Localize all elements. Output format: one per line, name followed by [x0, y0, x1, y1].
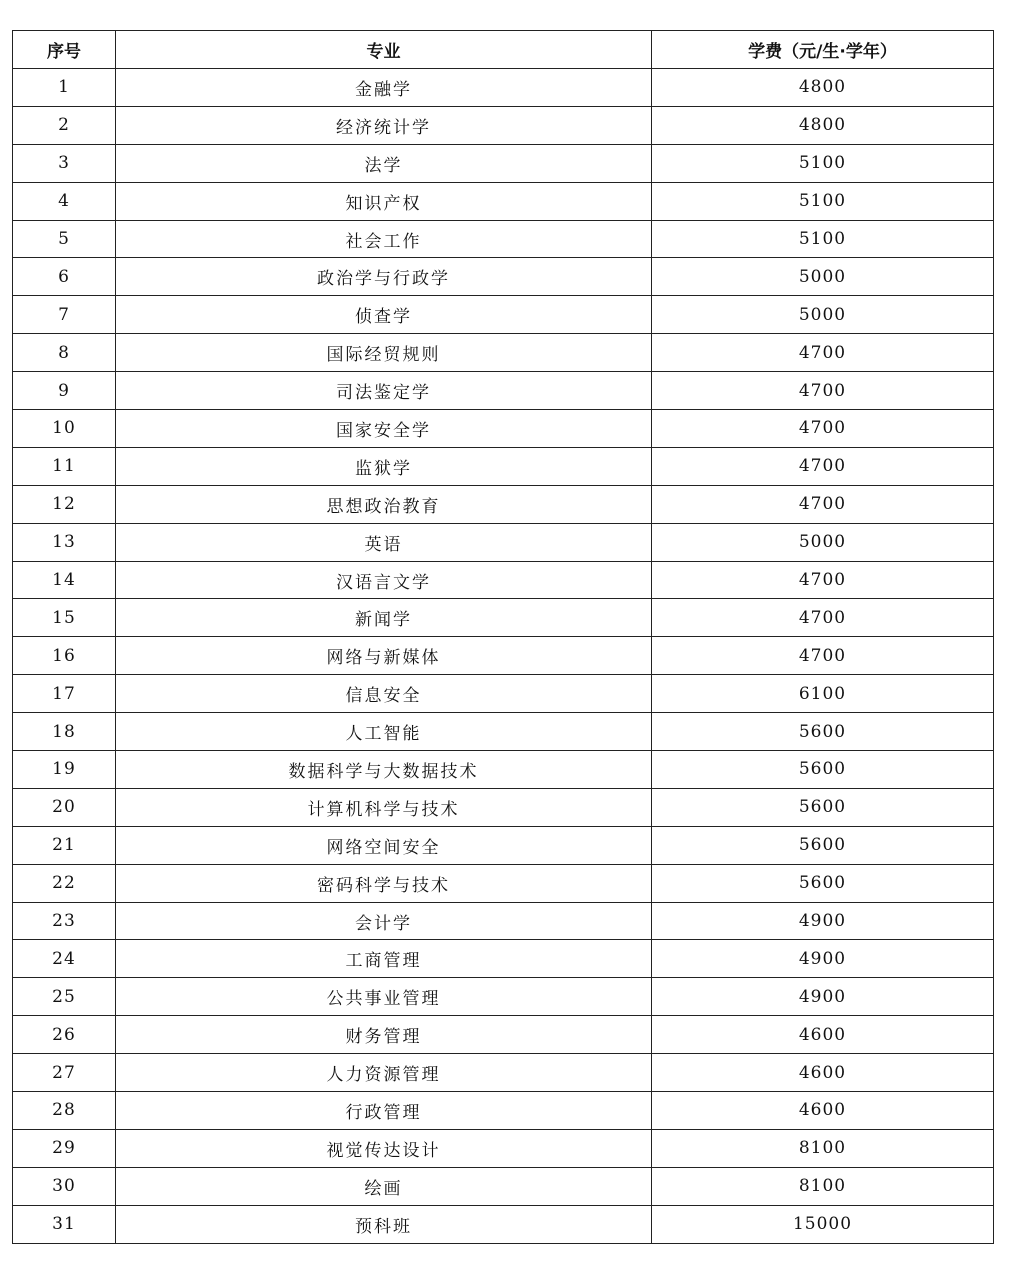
- row-fee-cell: 4900: [652, 978, 994, 1016]
- row-major-cell: 财务管理: [116, 1016, 652, 1054]
- row-major-cell: 工商管理: [116, 940, 652, 978]
- row-major-cell: 密码科学与技术: [116, 864, 652, 902]
- row-major-cell: 预科班: [116, 1205, 652, 1243]
- row-index-cell: 5: [13, 220, 116, 258]
- table-row: [13, 69, 994, 107]
- row-major-cell: 公共事业管理: [116, 978, 652, 1016]
- row-fee-cell: 4800: [652, 106, 994, 144]
- row-fee-cell: 5600: [652, 826, 994, 864]
- row-major-cell: 新闻学: [116, 599, 652, 637]
- row-index-cell: 10: [13, 410, 116, 448]
- row-fee-cell: 5100: [652, 182, 994, 220]
- row-index-cell: 24: [13, 940, 116, 978]
- table-row: [13, 334, 994, 372]
- table-row: [13, 258, 994, 296]
- row-major-cell: 国家安全学: [116, 410, 652, 448]
- row-major-cell: 监狱学: [116, 447, 652, 485]
- table-row: [13, 1016, 994, 1054]
- row-major-cell: 信息安全: [116, 675, 652, 713]
- row-fee-cell: 5600: [652, 751, 994, 789]
- row-fee-cell: 4900: [652, 940, 994, 978]
- row-fee-cell: 5000: [652, 296, 994, 334]
- table-row: [13, 713, 994, 751]
- table-row: [13, 1129, 994, 1167]
- table-row: [13, 1054, 994, 1092]
- row-fee-cell: 5100: [652, 220, 994, 258]
- table-row: [13, 106, 994, 144]
- row-fee-cell: 5600: [652, 713, 994, 751]
- row-fee-cell: 5600: [652, 788, 994, 826]
- table-row: [13, 675, 994, 713]
- row-index-cell: 25: [13, 978, 116, 1016]
- table-row: [13, 599, 994, 637]
- row-index-cell: 8: [13, 334, 116, 372]
- table-row: [13, 1205, 994, 1243]
- row-fee-cell: 8100: [652, 1167, 994, 1205]
- table-row: [13, 485, 994, 523]
- header-fee: 学费（元/生·学年）: [652, 31, 994, 69]
- row-fee-cell: 4900: [652, 902, 994, 940]
- row-major-cell: 英语: [116, 523, 652, 561]
- row-index-cell: 28: [13, 1092, 116, 1130]
- row-index-cell: 11: [13, 447, 116, 485]
- row-index-cell: 3: [13, 144, 116, 182]
- row-fee-cell: 4600: [652, 1092, 994, 1130]
- row-fee-cell: 4700: [652, 485, 994, 523]
- table-row: [13, 296, 994, 334]
- table-row: [13, 523, 994, 561]
- table-row: [13, 788, 994, 826]
- row-fee-cell: 4700: [652, 447, 994, 485]
- row-index-cell: 29: [13, 1129, 116, 1167]
- row-major-cell: 数据科学与大数据技术: [116, 751, 652, 789]
- tuition-fee-table: [12, 30, 994, 1244]
- row-index-cell: 23: [13, 902, 116, 940]
- row-fee-cell: 4700: [652, 599, 994, 637]
- row-index-cell: 1: [13, 69, 116, 107]
- table-row: [13, 751, 994, 789]
- row-index-cell: 14: [13, 561, 116, 599]
- table-row: [13, 372, 994, 410]
- table-row: [13, 864, 994, 902]
- row-index-cell: 17: [13, 675, 116, 713]
- row-major-cell: 人工智能: [116, 713, 652, 751]
- row-index-cell: 20: [13, 788, 116, 826]
- header-index: 序号: [13, 31, 116, 69]
- row-fee-cell: 15000: [652, 1205, 994, 1243]
- row-fee-cell: 6100: [652, 675, 994, 713]
- row-fee-cell: 4600: [652, 1016, 994, 1054]
- table-row: [13, 978, 994, 1016]
- row-index-cell: 12: [13, 485, 116, 523]
- row-fee-cell: 5100: [652, 144, 994, 182]
- row-major-cell: 侦查学: [116, 296, 652, 334]
- row-major-cell: 知识产权: [116, 182, 652, 220]
- row-major-cell: 汉语言文学: [116, 561, 652, 599]
- row-major-cell: 绘画: [116, 1167, 652, 1205]
- row-index-cell: 2: [13, 106, 116, 144]
- row-fee-cell: 4700: [652, 561, 994, 599]
- row-index-cell: 22: [13, 864, 116, 902]
- table-row: [13, 637, 994, 675]
- row-index-cell: 26: [13, 1016, 116, 1054]
- table-row: [13, 447, 994, 485]
- table-row: [13, 220, 994, 258]
- row-fee-cell: 4800: [652, 69, 994, 107]
- row-major-cell: 计算机科学与技术: [116, 788, 652, 826]
- row-index-cell: 4: [13, 182, 116, 220]
- row-fee-cell: 4700: [652, 334, 994, 372]
- row-index-cell: 27: [13, 1054, 116, 1092]
- header-major: 专业: [116, 31, 652, 69]
- table-row: [13, 1092, 994, 1130]
- table-row: [13, 826, 994, 864]
- row-index-cell: 30: [13, 1167, 116, 1205]
- row-major-cell: 政治学与行政学: [116, 258, 652, 296]
- row-major-cell: 行政管理: [116, 1092, 652, 1130]
- table-row: [13, 902, 994, 940]
- row-index-cell: 16: [13, 637, 116, 675]
- row-fee-cell: 5600: [652, 864, 994, 902]
- row-fee-cell: 4600: [652, 1054, 994, 1092]
- table-body: [13, 69, 994, 1244]
- table-header-row: [13, 31, 994, 69]
- row-major-cell: 金融学: [116, 69, 652, 107]
- table-row: [13, 410, 994, 448]
- row-fee-cell: 5000: [652, 523, 994, 561]
- row-major-cell: 网络空间安全: [116, 826, 652, 864]
- row-major-cell: 社会工作: [116, 220, 652, 258]
- row-fee-cell: 4700: [652, 637, 994, 675]
- row-major-cell: 会计学: [116, 902, 652, 940]
- row-major-cell: 视觉传达设计: [116, 1129, 652, 1167]
- row-major-cell: 网络与新媒体: [116, 637, 652, 675]
- row-index-cell: 31: [13, 1205, 116, 1243]
- row-index-cell: 9: [13, 372, 116, 410]
- row-index-cell: 6: [13, 258, 116, 296]
- table-row: [13, 561, 994, 599]
- row-fee-cell: 4700: [652, 372, 994, 410]
- row-index-cell: 19: [13, 751, 116, 789]
- table-row: [13, 940, 994, 978]
- row-major-cell: 经济统计学: [116, 106, 652, 144]
- row-index-cell: 15: [13, 599, 116, 637]
- row-fee-cell: 8100: [652, 1129, 994, 1167]
- row-fee-cell: 5000: [652, 258, 994, 296]
- row-fee-cell: 4700: [652, 410, 994, 448]
- row-major-cell: 司法鉴定学: [116, 372, 652, 410]
- table-row: [13, 182, 994, 220]
- table-row: [13, 1167, 994, 1205]
- row-index-cell: 7: [13, 296, 116, 334]
- row-major-cell: 法学: [116, 144, 652, 182]
- table-row: [13, 144, 994, 182]
- row-major-cell: 人力资源管理: [116, 1054, 652, 1092]
- row-index-cell: 13: [13, 523, 116, 561]
- row-index-cell: 21: [13, 826, 116, 864]
- row-major-cell: 思想政治教育: [116, 485, 652, 523]
- row-index-cell: 18: [13, 713, 116, 751]
- row-major-cell: 国际经贸规则: [116, 334, 652, 372]
